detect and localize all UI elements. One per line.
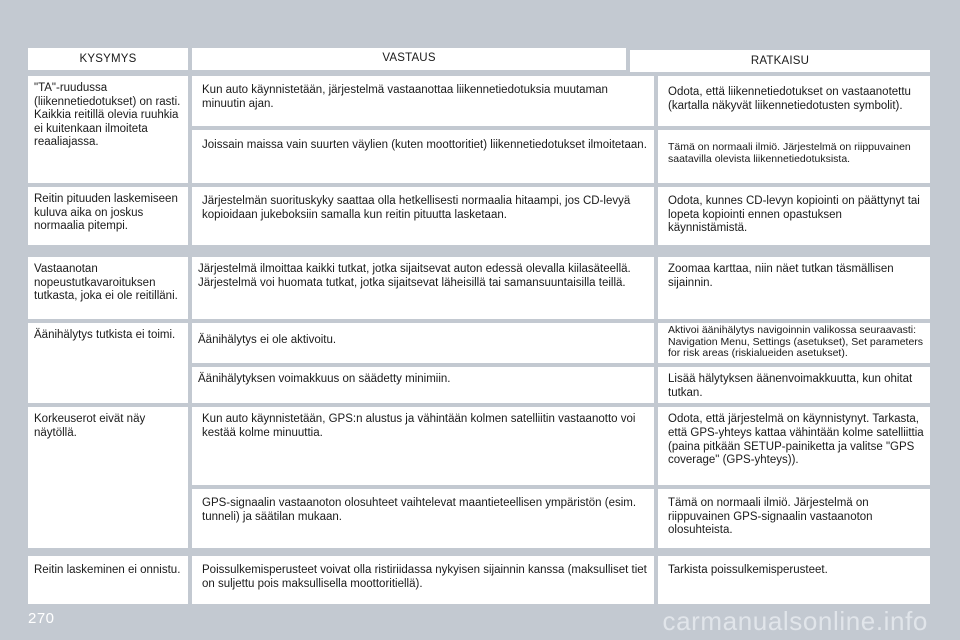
question-cell: Reitin pituuden laskemiseen kuluva aika on joskus normaalia pitempi. (28, 187, 188, 245)
table-row (28, 76, 930, 183)
solution-cell: Zoomaa karttaa, niin näet tutkan täsmällisen sijainnin. (658, 257, 930, 319)
question-cell: Korkeuserot eivät näy näytöllä. (28, 407, 188, 548)
solution-cell: Odota, että järjestelmä on käynnistynyt. Tarkasta, että GPS-yhteys kattaa vähintään kolme satelliittia (paina pitkään SETUP-painiketta ja valitse "GPS coverage" (GPS-yhteys)). (658, 407, 930, 485)
header-question: KYSYMYS (28, 48, 188, 70)
solution-cell: Aktivoi äänihälytys navigoinnin valikossa seuraavasti: Navigation Menu, Settings (asetukset), Set parameters for risk areas (riskialueiden asetukset). (658, 323, 930, 363)
answer-cell: Järjestelmä ilmoittaa kaikki tutkat, jotka sijaitsevat auton edessä olevalla kiilasäteellä. Järjestelmä voi huomata tutkat, jotka sijaitsevat läheisillä tai samansuuntaisilla teillä. (192, 257, 654, 319)
solution-cell: Tarkista poissulkemisperusteet. (658, 556, 930, 604)
table-row (28, 556, 930, 604)
question-cell: Äänihälytys tutkista ei toimi. (28, 323, 188, 403)
header-answer: VASTAUS (192, 48, 626, 70)
solution-cell: Tämä on normaali ilmiö. Järjestelmä on riippuvainen GPS-signaalin vastaanoton olosuhteista. (658, 489, 930, 548)
answer-cell: Poissulkemisperusteet voivat olla ristiriidassa nykyisen sijainnin kanssa (maksulliset tiet on suljettu pois maksullisella moottoritiellä). (192, 556, 654, 604)
answer-cell: Kun auto käynnistetään, järjestelmä vastaanottaa liikennetiedotuksia muutaman minuutin ajan. (192, 76, 654, 126)
table-row (28, 257, 930, 319)
solution-cell: Lisää hälytyksen äänenvoimakkuutta, kun ohitat tutkan. (658, 367, 930, 403)
table-row (28, 323, 930, 403)
page-number: 270 (28, 610, 55, 627)
question-cell: Reitin laskeminen ei onnistu. (28, 556, 188, 604)
answer-cell: Joissain maissa vain suurten väylien (kuten moottoritiet) liikennetiedotukset ilmoitetaan. (192, 130, 654, 183)
watermark: carmanualsonline.info (662, 606, 928, 636)
table-row (28, 407, 930, 548)
answer-cell: Järjestelmän suorituskyky saattaa olla hetkellisesti normaalia hitaampi, jos CD-levyä kopioidaan jukeboksiin samalla kun reitin pituutta lasketaan. (192, 187, 654, 245)
question-cell: "TA"-ruudussa (liikennetiedotukset) on rasti. Kaikkia reitillä olevia ruuhkia ei kuitenkaan ilmoiteta reaaliajassa. (28, 76, 188, 183)
solution-cell: Odota, kunnes CD-levyn kopiointi on päättynyt tai lopeta kopiointi ennen opastuksen käynnistämistä. (658, 187, 930, 245)
table-row (28, 187, 930, 245)
solution-cell: Odota, että liikennetiedotukset on vastaanotettu (kartalla näkyvät liikennetiedotusten symbolit). (658, 76, 930, 126)
header-solution: RATKAISU (630, 50, 930, 72)
solution-cell: Tämä on normaali ilmiö. Järjestelmä on riippuvainen saatavilla olevista liikennetiedotuksista. (658, 130, 930, 183)
answer-cell: Äänihälytys ei ole aktivoitu. (192, 323, 654, 363)
answer-cell: GPS-signaalin vastaanoton olosuhteet vaihtelevat maantieteellisen ympäristön (esim. tunneli) ja säätilan mukaan. (192, 489, 654, 548)
answer-cell: Äänihälytyksen voimakkuus on säädetty minimiin. (192, 367, 654, 403)
answer-cell: Kun auto käynnistetään, GPS:n alustus ja vähintään kolmen satelliitin vastaanotto voi kestää kolme minuuttia. (192, 407, 654, 485)
question-cell: Vastaanotan nopeustutkavaroituksen tutkasta, joka ei ole reitilläni. (28, 257, 188, 319)
